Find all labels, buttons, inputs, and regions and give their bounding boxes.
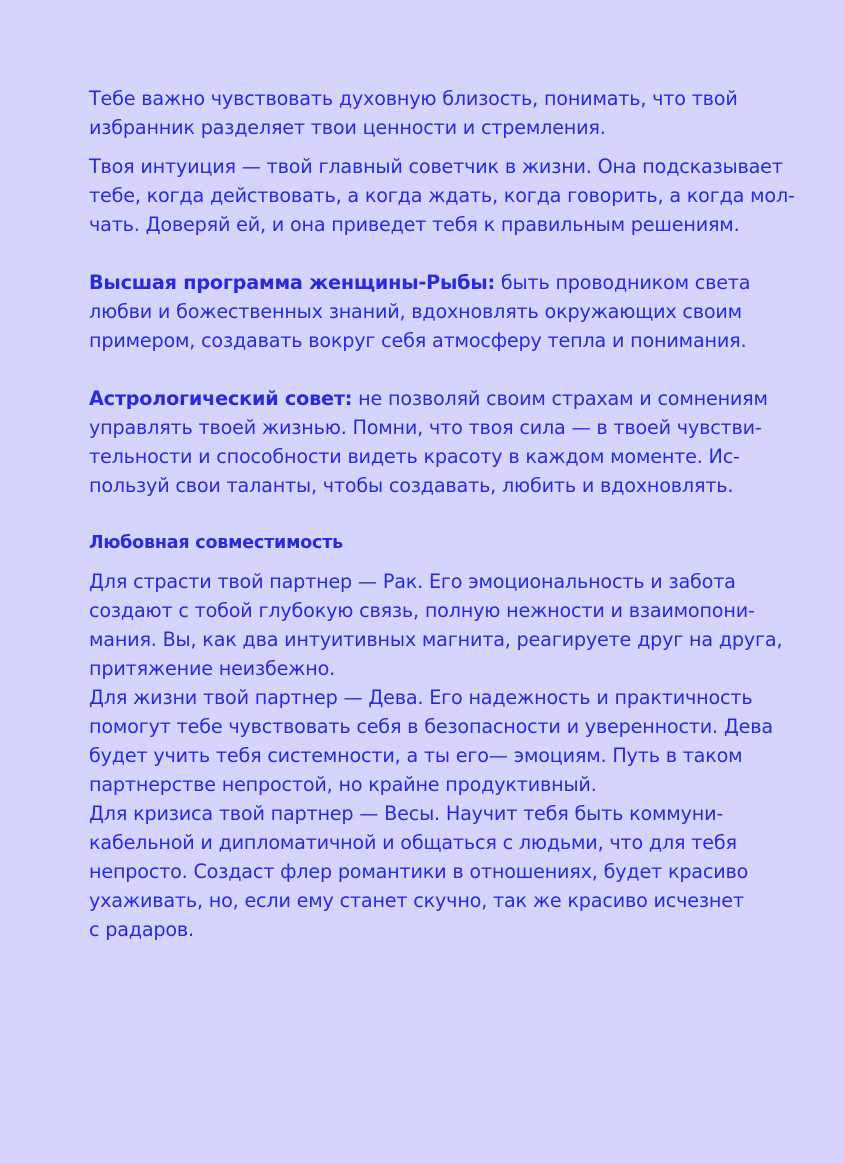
paragraph-compatibility: Для страсти твой партнер — Рак. Его эмоциональность и забота создают с тобой глубокую связь, полную нежности и взаимопони- мания. Вы, как два интуитивных магнита, реагируете друг на друга, притяжение неизбежно. Для жизни твой партнер — Дева. Его надежность и практичность помогут тебе чувствовать себя в безопасности и уверенности. Дева будет учить тебя системности, а ты его— эмоциям. Путь в таком партнерстве непростой, но крайне продуктивный. Для кризиса твой партнер — Весы. Научит тебя быть коммуни- кабельной и дипломатичной и общаться с людьми, что для тебя непросто. Создаст флер романтики в отношениях, будет красиво ухаживать, но, если ему станет скучно, так же красиво исчезнет с радаров.: [89, 570, 783, 941]
astro-advice-label: Астрологический совет:: [89, 387, 353, 410]
paragraph-closeness: Тебе важно чувствовать духовную близость, понимать, что твой избранник разделяет твои ценности и стремления.: [89, 87, 738, 139]
paragraph-higher-program: Высшая программа женщины-Рыбы: быть проводником света любви и божественных знаний, вдохновлять окружающих своим примером, создавать вокруг себя атмосферу тепла и понимания.: [89, 271, 751, 352]
higher-program-label: Высшая программа женщины-Рыбы:: [89, 271, 495, 294]
paragraph-astro-advice: Астрологический совет: не позволяй своим страхам и сомнениям управлять твоей жизнью. Помни, что твоя сила — в твоей чувстви- тельности и способности видеть красоту в каждом моменте. Ис- пользуй свои таланты, чтобы создавать, любить и вдохновлять.: [89, 387, 768, 497]
paragraph-intuition: Твоя интуиция — твой главный советчик в жизни. Она подсказывает тебе, когда действовать, а когда ждать, когда говорить, а когда мол- чать. Доверяй ей, и она приведет тебя к правильным решениям.: [89, 155, 795, 236]
section-heading-compatibility: Любовная совместимость: [89, 533, 344, 553]
